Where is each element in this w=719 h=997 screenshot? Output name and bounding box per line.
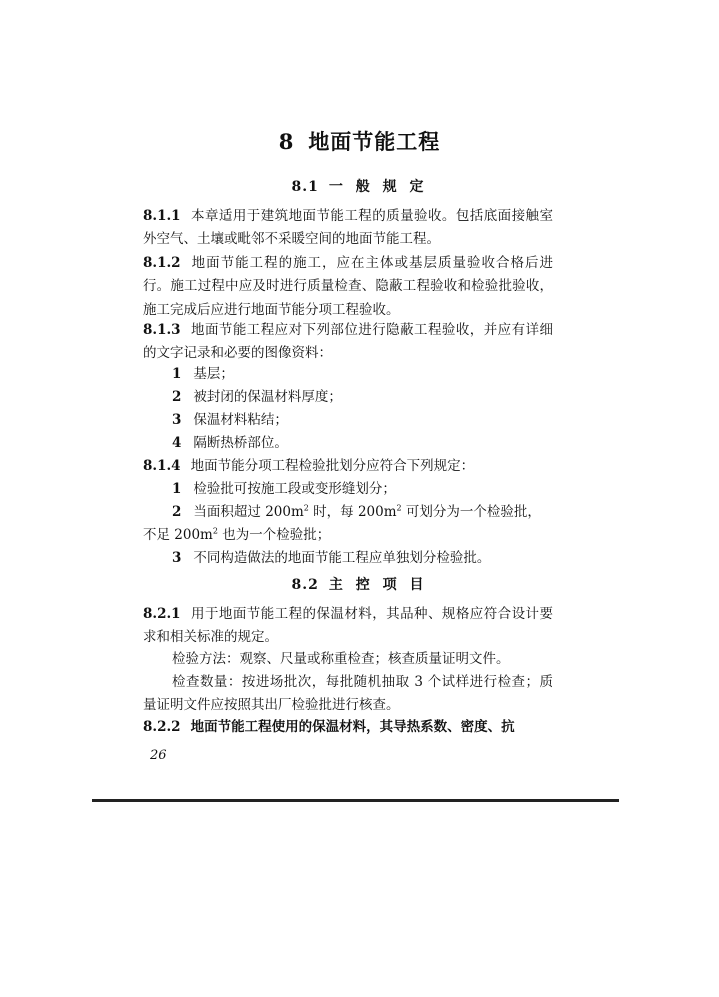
- chapter-title: [0, 126, 719, 156]
- clause-number: 8.1.2: [143, 255, 181, 271]
- footer-rule: [92, 799, 619, 802]
- list-item-number: 2: [172, 389, 182, 405]
- inspection-quantity: 检查数量：按进场批次，每批随机抽取 3 个试样进行检查；质量证明文件应按照其出厂检验批进行核查。: [143, 674, 553, 714]
- list-item: [172, 409, 553, 432]
- clause-text: 地面节能工程的施工，应在主体或基层质量验收合格后进行。施工过程中应及时进行质量检查、隐蔽工程验收和检验批验收，施工完成后应进行地面节能分项工程验收。: [143, 255, 553, 318]
- list-item-number: 3: [172, 412, 182, 428]
- list-item: [172, 363, 553, 386]
- list-item-text: 也为一个检验批；: [217, 527, 331, 543]
- superscript: 2: [303, 503, 309, 513]
- clause-8-1-2: [143, 252, 553, 322]
- clause-8-1-4: [143, 455, 553, 478]
- clause-8-1-3: [143, 319, 553, 366]
- list-item-number: 1: [172, 481, 182, 497]
- list-item: [172, 547, 553, 570]
- clause-8-2-2: [143, 716, 553, 739]
- list-item: [172, 478, 553, 501]
- section-title-text: 主 控 项 目: [328, 577, 428, 593]
- clause-number: 8.2.1: [143, 606, 181, 622]
- list-item-text: 不足 200m: [143, 527, 213, 543]
- list-item-text: 被封闭的保温材料厚度；: [193, 389, 342, 405]
- list-item: [172, 432, 553, 455]
- list-item-text: 基层；: [193, 366, 234, 382]
- list-item-text: 当面积超过 200m: [193, 504, 304, 520]
- clause-8-1-1: [143, 205, 553, 252]
- list-item-number: 3: [172, 550, 182, 566]
- list-item-text: 保温材料粘结；: [193, 412, 288, 428]
- clause-text: 地面节能工程应对下列部位进行隐蔽工程验收，并应有详细的文字记录和必要的图像资料：: [143, 322, 553, 362]
- section-title-8-1: [0, 176, 719, 196]
- list-item-text: 时，每 200m: [308, 504, 397, 520]
- section-title-8-2: [0, 574, 719, 594]
- clause-number: 8.1.3: [143, 322, 181, 338]
- clause-number: 8.2.2: [143, 719, 181, 735]
- section-number: 8.2: [291, 577, 319, 593]
- section-title-text: 一 般 规 定: [328, 179, 428, 195]
- clause-number: 8.1.1: [143, 208, 181, 224]
- list-item-continuation: [143, 524, 553, 547]
- page-number: 26: [150, 748, 167, 763]
- section-number: 8.1: [291, 179, 319, 195]
- clause-8-2-1: [143, 603, 553, 650]
- clause-text: 地面节能工程使用的保温材料，其导热系数、密度、抗: [190, 719, 515, 735]
- clause-text: 用于地面节能工程的保温材料，其品种、规格应符合设计要求和相关标准的规定。: [143, 606, 553, 646]
- list-item-text: 检验批可按施工段或变形缝划分；: [193, 481, 396, 497]
- chapter-number: 8: [278, 129, 295, 154]
- superscript: 2: [396, 503, 402, 513]
- list-item-text: 可划分为一个检验批，: [401, 504, 541, 520]
- list-item: [172, 386, 553, 409]
- chapter-title-text: 地面节能工程: [308, 129, 441, 154]
- list-item-number: 4: [172, 435, 182, 451]
- list-item: [172, 501, 553, 524]
- clause-text: 本章适用于建筑地面节能工程的质量验收。包括底面接触室外空气、土壤或毗邻不采暖空间的地面节能工程。: [143, 208, 553, 248]
- inspection-method: 检验方法：观察、尺量或称重检查；核查质量证明文件。: [172, 651, 510, 667]
- clause-text: 地面节能分项工程检验批划分应符合下列规定：: [190, 458, 475, 474]
- superscript: 2: [212, 526, 218, 536]
- clause-number: 8.1.4: [143, 458, 181, 474]
- list-item-text: 隔断热桥部位。: [193, 435, 288, 451]
- list-item-number: 2: [172, 504, 182, 520]
- list-item-text: 不同构造做法的地面节能工程应单独划分检验批。: [193, 550, 491, 566]
- list-item-number: 1: [172, 366, 182, 382]
